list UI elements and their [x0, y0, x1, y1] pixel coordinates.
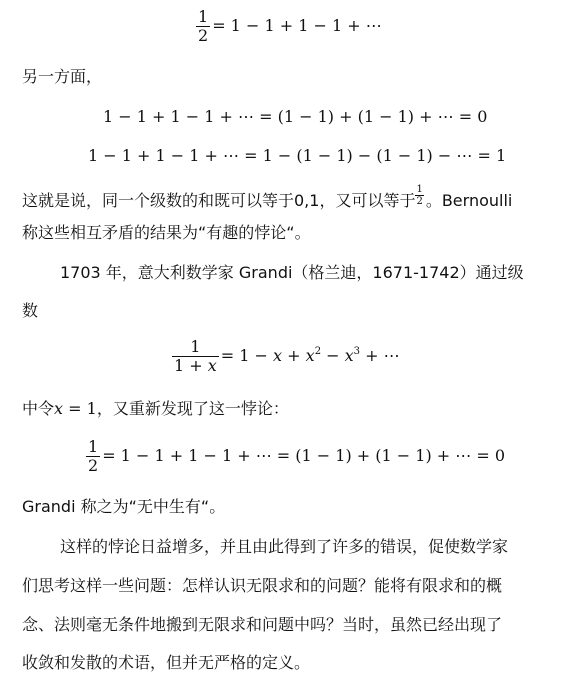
- exponent-three: 3: [353, 346, 361, 357]
- fraction-numerator: 1: [88, 437, 99, 456]
- exponent-two: 2: [314, 346, 322, 357]
- fraction-denominator: 2: [416, 196, 423, 207]
- equation-half-grouping: [86, 438, 505, 475]
- equation-grouping-one: 1 − 1 + 1 − 1 + ⋯ = 1 − (1 − 1) − (1 − 1) − ⋯ = 1: [88, 146, 507, 165]
- let-text: 中令: [22, 399, 55, 418]
- paragraph-let-x: [22, 398, 289, 420]
- denominator-text: 1 +: [174, 356, 208, 375]
- let-equals-one: = 1: [63, 399, 97, 418]
- fraction-one-half-inline: [415, 184, 423, 207]
- paragraph-grandi-line-1: 1703 年，意大利数学家 Grandi（格兰迪，1671-1742）通过级: [60, 263, 524, 282]
- fraction-numerator: 1: [198, 7, 209, 26]
- paragraph-bernoulli-paradox: 称这些相互矛盾的结果为“有趣的悖论“。: [22, 223, 311, 242]
- paragraph-last-line-3: 念、法则毫无条件地搬到无限求和问题中吗？当时，虽然已经出现了: [22, 615, 503, 634]
- variable-x: x: [344, 346, 354, 365]
- equation-rhs: = 1 − 1 + 1 − 1 + ⋯: [212, 16, 382, 35]
- paragraph-grandi-named: Grandi 称之为“无中生有“。: [22, 497, 226, 516]
- fraction-one-half: [196, 8, 210, 45]
- fraction-one-over-one-plus-x: [172, 338, 219, 375]
- series-plus: +: [282, 346, 306, 365]
- equation-half-series: [196, 8, 382, 45]
- paragraph-that-is-text: 这就是说，同一个级数的和既可以等于0,1，又可以等于: [22, 191, 416, 210]
- paragraph-last-line-1: 这样的悖论日益增多，并且由此得到了许多的错误，促使数学家: [60, 537, 509, 556]
- paragraph-last-line-4: 收敛和发散的术语，但并无严格的定义。: [22, 653, 311, 672]
- paragraph-that-is-tail: 。Bernoulli: [425, 191, 513, 210]
- paragraph-other-hand: 另一方面，: [22, 67, 103, 86]
- fraction-denominator: 2: [198, 26, 209, 45]
- fraction-denominator: 2: [88, 456, 99, 475]
- variable-x: x: [207, 356, 217, 375]
- paragraph-that-is: [22, 184, 512, 212]
- paragraph-last-line-2: 们思考这样一些问题：怎样认识无限求和的问题？能将有限求和的概: [22, 576, 503, 595]
- variable-x: x: [305, 346, 315, 365]
- fraction-denominator: [172, 357, 219, 375]
- equation-grouping-zero: 1 − 1 + 1 − 1 + ⋯ = (1 − 1) + (1 − 1) + ⋯ = 0: [103, 107, 488, 126]
- paragraph-grandi-line-2: 数: [22, 301, 39, 320]
- fraction-numerator: 1: [416, 184, 423, 195]
- equation-rhs: = 1 − 1 + 1 − 1 + ⋯ = (1 − 1) + (1 − 1) + ⋯ = 0: [102, 446, 506, 465]
- series-minus: −: [321, 346, 345, 365]
- variable-x: x: [273, 346, 283, 365]
- equation-grandi-series: [172, 338, 400, 375]
- fraction-one-half: [86, 438, 100, 475]
- series-ellipsis: + ⋯: [360, 346, 400, 365]
- let-tail: ，又重新发现了这一悖论：: [96, 399, 289, 418]
- variable-x: x: [54, 399, 64, 418]
- series-rhs-start: = 1 −: [220, 346, 274, 365]
- fraction-numerator: 1: [172, 338, 219, 357]
